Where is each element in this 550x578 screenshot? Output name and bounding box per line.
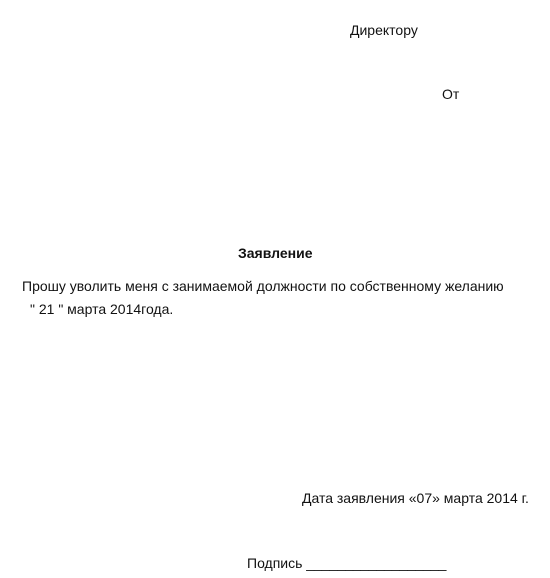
sender-from: От [442, 86, 460, 102]
addressee-director: Директору [350, 22, 418, 38]
request-text: Прошу уволить меня с занимаемой должности по собственному желанию [22, 278, 504, 294]
dismissal-date: " 21 " марта 2014года. [30, 301, 174, 317]
document-title: Заявление [238, 245, 313, 261]
application-date: Дата заявления «07» марта 2014 г. [302, 490, 529, 506]
signature-line: Подпись __________________ [247, 555, 447, 571]
